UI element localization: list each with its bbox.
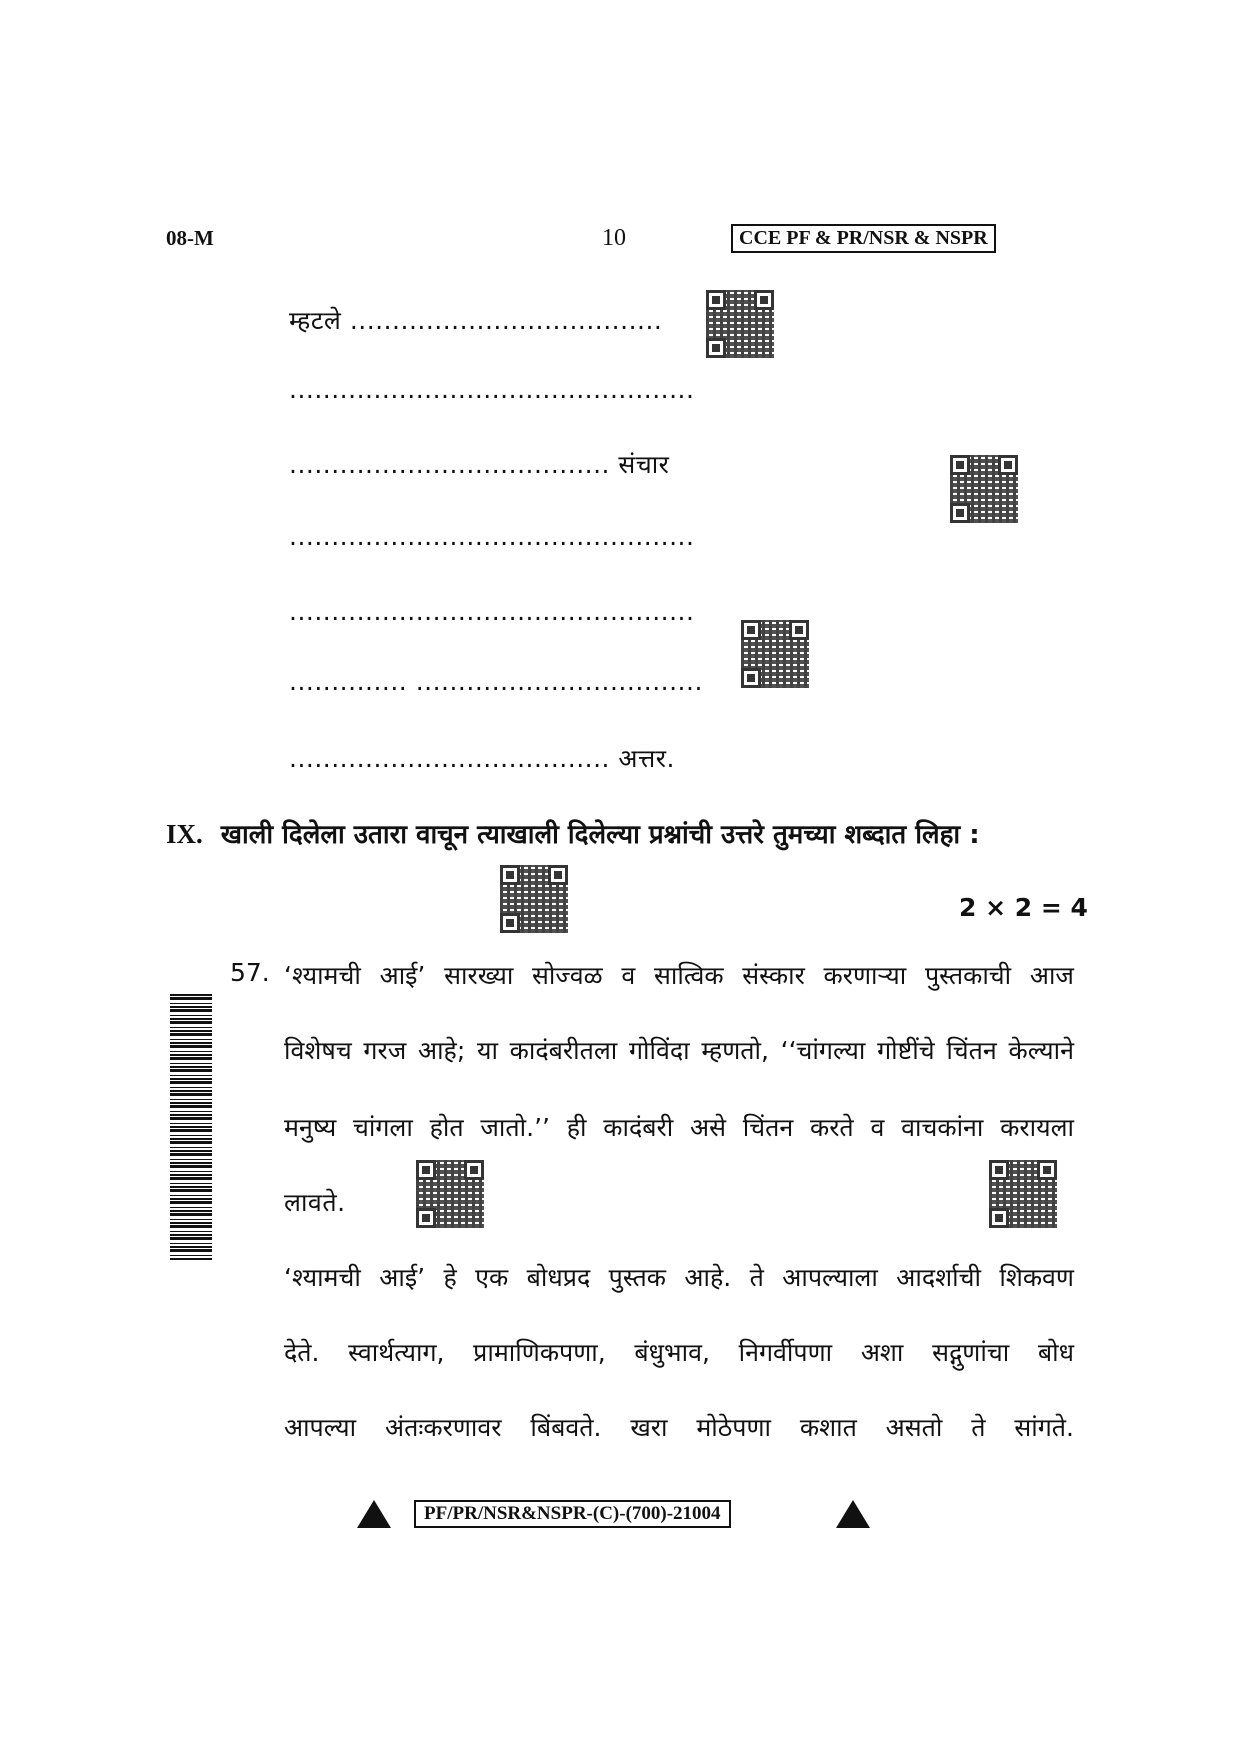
qr-code xyxy=(416,1160,484,1228)
answer-line-7: ...................................... अत्तर. xyxy=(289,744,675,773)
paragraph2-line-1: ‘श्यामची आई’ हे एक बोधप्रद पुस्तक आहे. ते आपल्याला आदर्शाची शिकवण xyxy=(284,1263,1074,1292)
triangle-icon xyxy=(357,1500,391,1528)
triangle-icon xyxy=(836,1500,870,1528)
answer-line-2: ................................................ xyxy=(289,375,695,404)
answer-line-3: ...................................... संचार xyxy=(289,450,670,479)
qr-code xyxy=(741,620,809,688)
answer-line-4: ................................................ xyxy=(289,522,695,551)
barcode xyxy=(170,994,212,1260)
question-line-1: ‘श्यामची आई’ सारख्या सोज्वळ व सात्विक संस्कार करणाऱ्या पुस्तकाची आज xyxy=(284,961,1074,990)
paragraph2-line-3: आपल्या अंतःकरणावर बिंबवते. खरा मोठेपणा कशात असतो ते सांगते. xyxy=(284,1413,1074,1442)
question-line-3: मनुष्य चांगला होत जातो.’’ ही कादंबरी असे चिंतन करते व वाचकांना करायला xyxy=(284,1113,1074,1142)
paragraph2-line-2: देते. स्वार्थत्याग, प्रामाणिकपणा, बंधुभाव, निगर्वीपणा अशा सद्गुणांचा बोध xyxy=(284,1338,1074,1367)
paper-code: 08-M xyxy=(166,226,214,250)
qr-code xyxy=(706,290,774,358)
question-number: 57. xyxy=(230,958,270,987)
section-instruction: खाली दिलेला उतारा वाचून त्याखाली दिलेल्या प्रश्नांची उत्तरे तुमच्या शब्दात लिहा : xyxy=(220,820,980,850)
qr-code xyxy=(950,455,1018,523)
answer-line-6: .............. .................................. xyxy=(289,667,703,696)
question-line-4: लावते. xyxy=(284,1188,346,1217)
footer-code: PF/PR/NSR&NSPR-(C)-(700)-21004 xyxy=(414,1500,731,1528)
section-heading xyxy=(166,815,980,851)
answer-line-5: ................................................ xyxy=(289,597,695,626)
qr-code xyxy=(989,1160,1057,1228)
qr-code xyxy=(500,865,568,933)
answer-line-1: म्हटले ..................................... xyxy=(289,306,663,335)
page-number: 10 xyxy=(602,225,626,251)
question-line-2: विशेषच गरज आहे; या कादंबरीतला गोविंदा म्हणतो, ‘‘चांगल्या गोष्टींचे चिंतन केल्याने xyxy=(284,1036,1074,1065)
section-number: IX. xyxy=(166,819,203,849)
exam-code-box: CCE PF & PR/NSR & NSPR xyxy=(731,224,996,253)
marks: 2 × 2 = 4 xyxy=(959,893,1088,922)
